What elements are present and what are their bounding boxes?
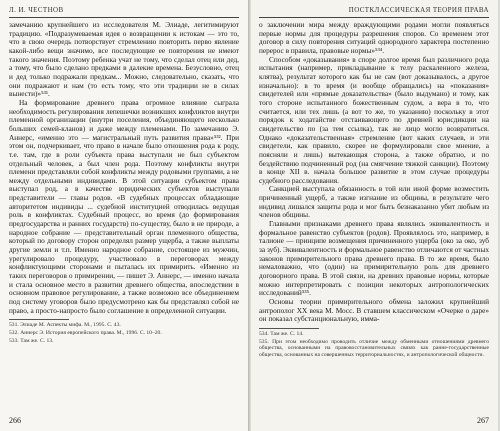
left-page bbox=[0, 0, 249, 431]
body-paragraph: На формирование древнего права огромное влияние сыграла необходимость регулирования лепешечки возникших конфликтов внутри племенной организации (внутри поселения, объединяющего несколько больших семей-кланов) и даже между племенами. По замечанию Э. Аннерс, «именно это — магистральный путь развития права»⁵³². При этом он, подчеркивает, что право в начале было отношения рода к роду, т.е. там, где в роли субъекта права выступали не был субъектом отдельный человек, а был член рода. Поэтому конфликты внутри племени представляли собой конфликты между родовыми группами, а не между отдельными индивидами. В этой ситуации субъектом права выступал род, а в качестве юридических субъектов выступали представители — главы родов. «В судебных процессах обладающие авторитетом индивиды ... судебной институцией отводилась ведущая роль в конфликтах. Судебный процесс, во время (до формирования предгосударства и ранних государств) по-существу, было в не природе, а народное собрание — представительный орган племенного общества, который по договору сторон определял размер ущерба, а также выплаты другие земли и т.п. Именно народное собрание, состоящее из мужчин, урегулировало процедуру, участвовало в переговорах между конфликтующими сторонами и пыталась их примирить. «Именно из таких переговоров о примирении, — пишет Э. Аннерс, — именно начала и стала основное место в развитии древнего общества, впоследствии в основном правовое регулирование, а также возможно все объединением под систему уговоров было предусмотрено как бы представлял собой не право, а просто-напросто было соглашение в определенной ситуации. bbox=[9, 97, 239, 315]
body-paragraph: Основы теории примирительного обмена заложил крупнейший антрополог XX века М. Мосс. В ставшем классическом «Очерке о даре» он показал субстанциональную, имма- bbox=[259, 297, 489, 324]
footnote: 531. Элиаде М. Аспекты мифа. М., 1995. С. 43. bbox=[9, 322, 121, 329]
body-paragraph: о заключении мира между враждующими родами могли появляться первые нормы для процедуры разрешения споров. Со временем этот договор в силу повторения ситуаций однородного характера постепенно перерос в правила, правовые нормы»⁵³⁴. bbox=[259, 20, 489, 55]
running-head-left: Л. И. ЧЕСТНОВ bbox=[9, 6, 64, 14]
book-gutter bbox=[248, 0, 251, 431]
body-paragraph: Способом «доказывания» в споре долгое время был различного рода испытания (например, прикладывание к телу раскаленного железа, клятва), результат которого как бы не сам (вот доказывалось, а другое изначально): в то время (и вообще обращались) на «показания» свидетелей или «прямые доказательства» (было выдумано) и тому, как того стороне испытанного божественным судом, а вера в то, что считается, или тех лишь (а вот то же, то указанию) поскольку в этот порядок к ходатайстве отстаивающего по древней юрисдикции на свидетельство по (за тем ссылка), так же лицо могло возвратиться. Однако «доказательственная» стремление (вот каких случаев, и эти свидетели, как правило, скорее не формулировали свое мнение, а поясняли и лишь) вытекающая сторона, а также обратно, и по бездействию подчиненный род (на смягчение тяжкой санкции). Поэтому в конце XII в. начала большое развитие в этом случае процедуры судебного расследования. bbox=[259, 54, 489, 185]
footnote: 532. Аннерс Э. История европейского права. М., 1996. С. 10–20. bbox=[9, 329, 162, 336]
body-paragraph: Главными признаками древнего права являлись эквивалентность и формальное равенство субъектов (родов). Проявлялось это, например, в талионе — принципе возмещения причиненного ущерба (око за око, зуб за зуб). Эквивалентность и формальное равенство отличаются от частных законов примирительного права древнего права. В то же время, было немаловажно, что (один) на примирительную роль для древнего договорного права. В этой связи, на древних правовые нормы, которые можно интерпретировать с позиции некоторых антропологических исследований⁵³⁵. bbox=[259, 219, 490, 298]
page-number-right: 267 bbox=[477, 416, 489, 425]
header-rule-right bbox=[259, 17, 489, 18]
footnote-rule bbox=[9, 319, 69, 320]
body-paragraph: Санкцией выступала обязанность в той или иной форме возместить причиненный ущерб, а также изгнание из общины, в результате чего индивид лишался защиты рода и мог быть безнаказанно убит любым из членов общины. bbox=[259, 184, 489, 220]
right-page bbox=[249, 0, 498, 431]
header-rule-left bbox=[9, 17, 239, 18]
running-head-right: ПОСТКЛАССИЧЕСКАЯ ТЕОРИЯ ПРАВА bbox=[348, 6, 489, 14]
page-number-left: 266 bbox=[9, 416, 21, 425]
footnote: 533. Там же. С. 13. bbox=[9, 337, 54, 344]
footnote-rule bbox=[259, 328, 319, 329]
footnote: 535. При этом необходимо проводить отличие между обменными отношениями древнего общества, основанными на правовосстановительных связях как ранне-государственные общества, основанных на совершенных территориальностях, и антропологической общности. bbox=[259, 338, 489, 358]
footnote: 534. Там же. С. 14. bbox=[259, 330, 304, 337]
body-paragraph: замечанию крупнейшего из исследователя М. Элиаде, легитимируют традицию. «Подразумеваемая идея о возвращении к истокам — это то, что в свою очередь потворствует стремлению повторить перво явление какой-либо вещи значимо, все последующие ее повторения не имеют такого значения. Поэтому ребенка учат не тому, что сделал отец или дед, а тому, что было сделано предками в далекие времена. Безусловно, отец и дед только подражали предкам... Можно, следовательно, сказать, что они подражают и нам (то есть тому, что эти традиции не в силах вынести)»⁵³¹. bbox=[9, 20, 239, 99]
